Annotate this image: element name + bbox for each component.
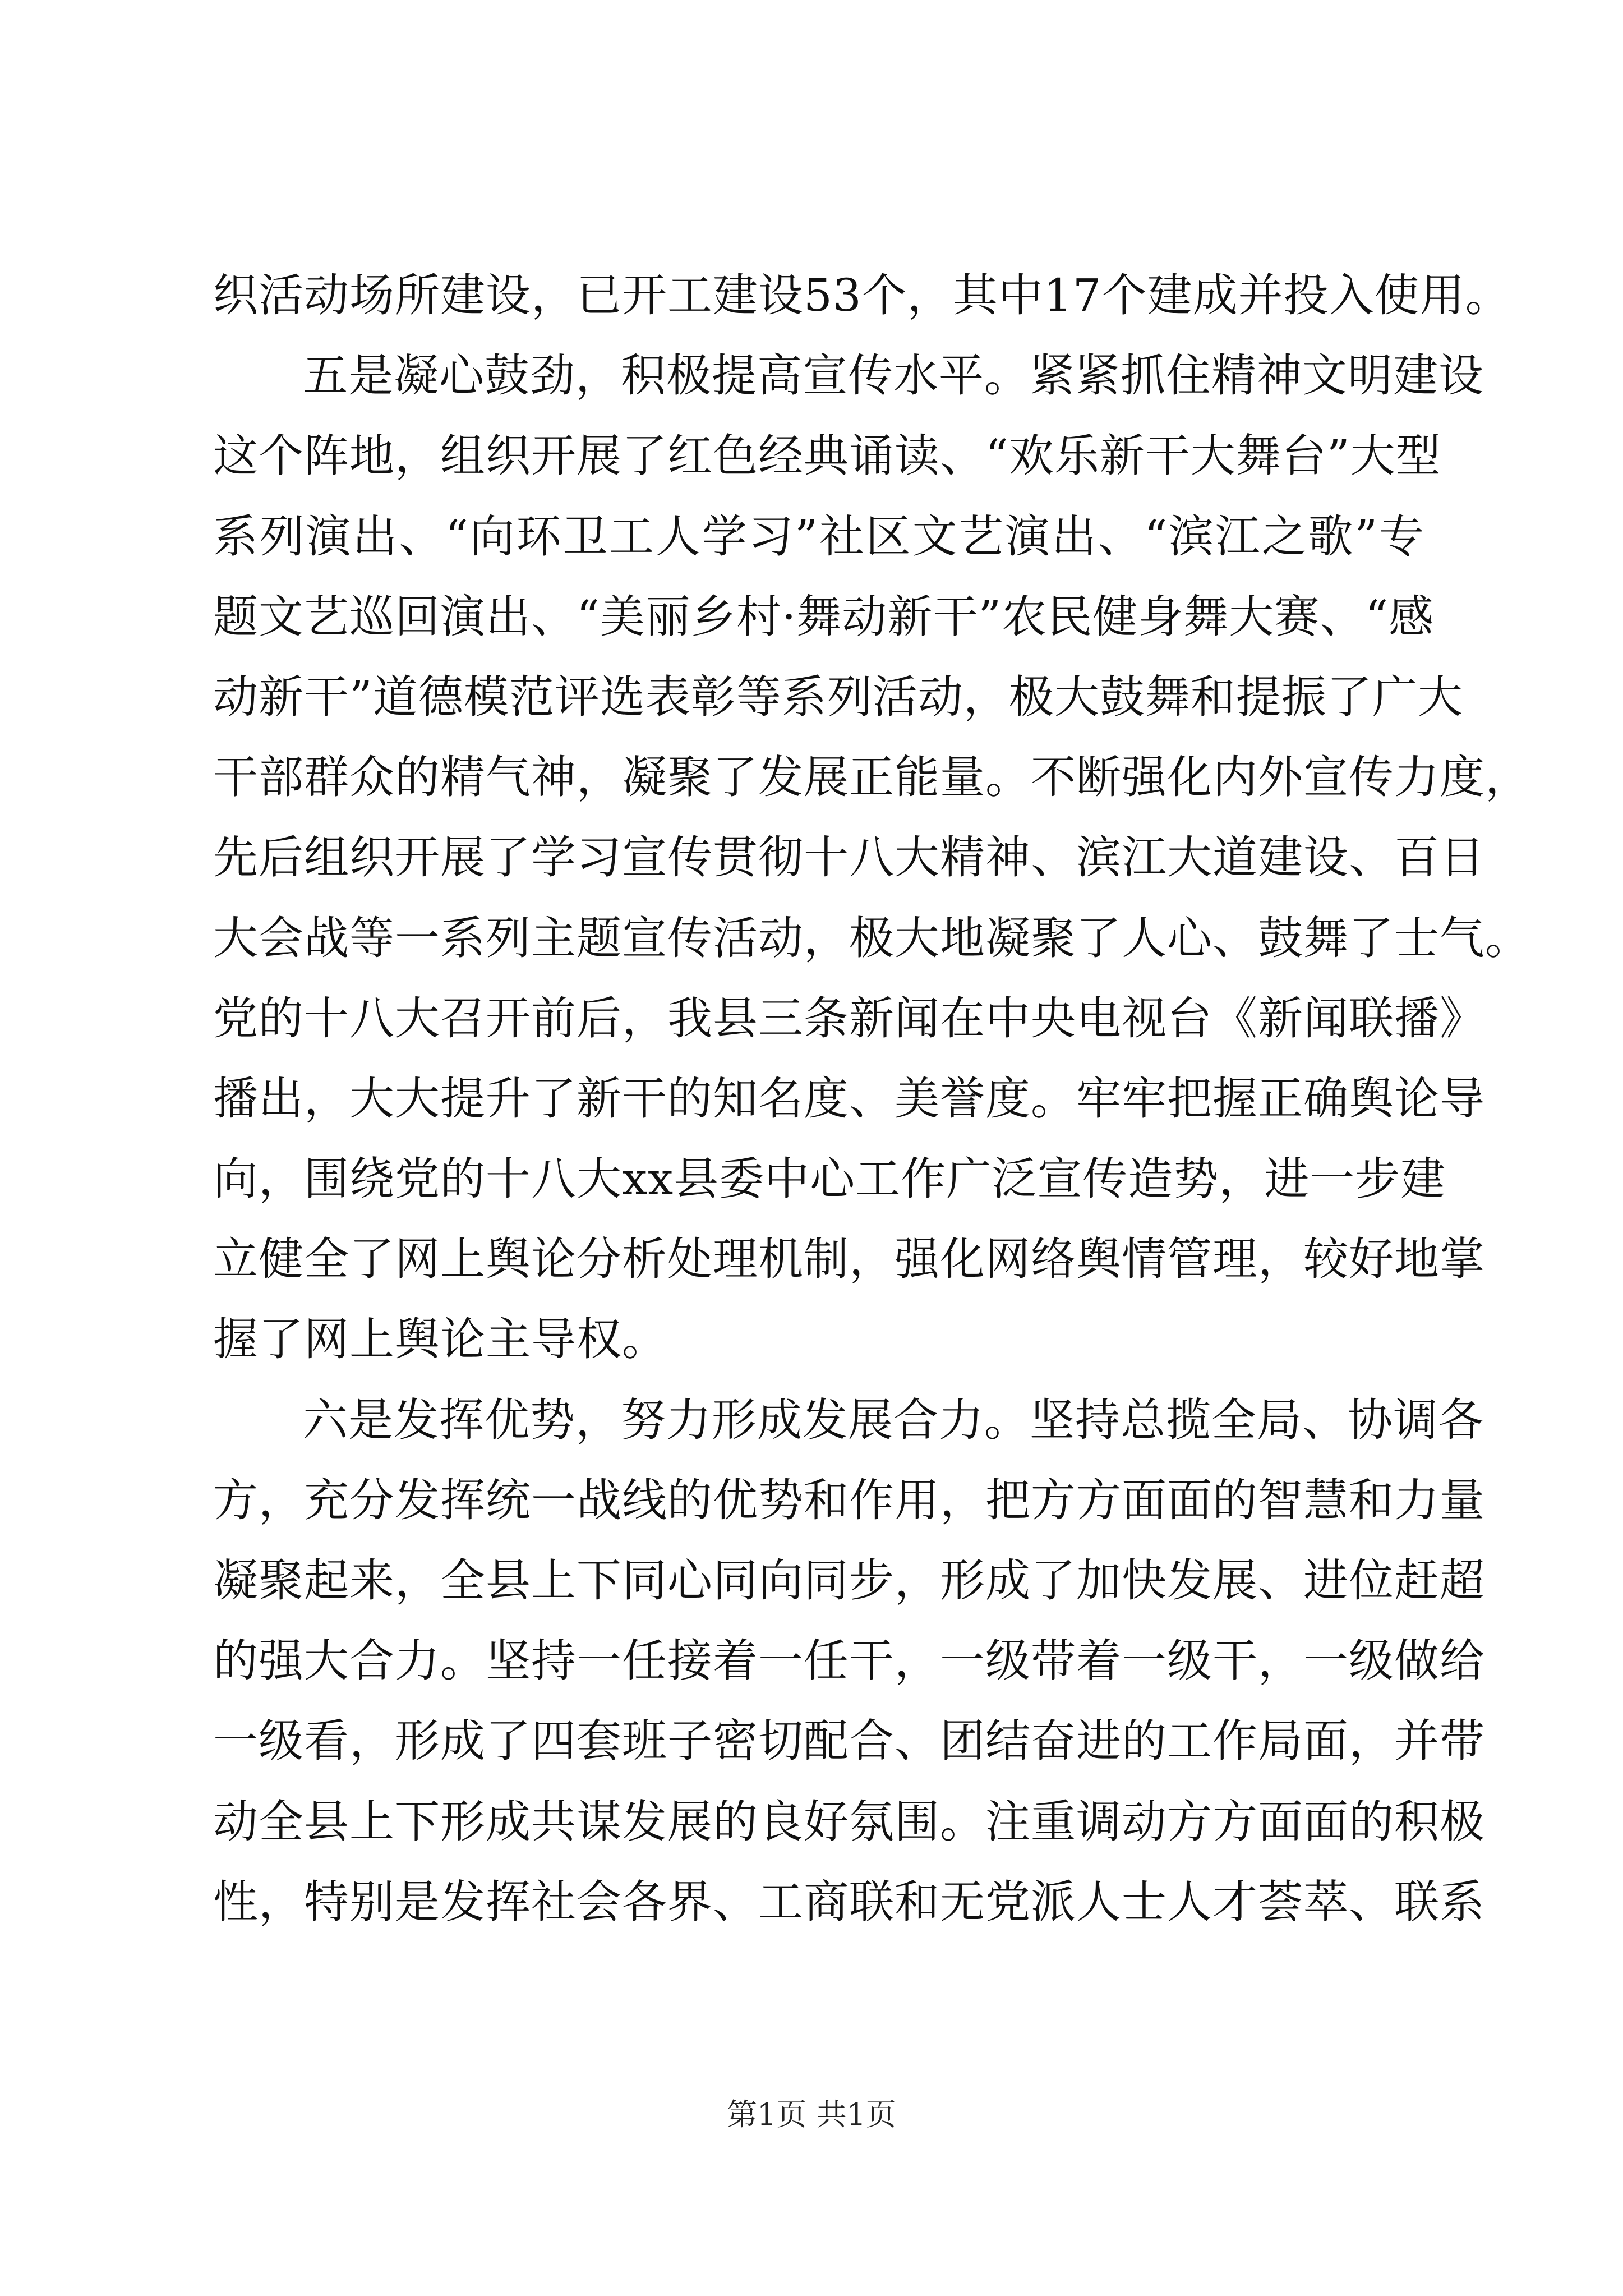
text-line: 向，围绕党的十八大xx县委中心工作广泛宣传造势，进一步建 bbox=[213, 1153, 1446, 1205]
text-line: 性，特别是发挥社会各界、工商联和无党派人士人才荟萃、联系 bbox=[213, 1875, 1485, 1928]
text-line: 大会战等一系列主题宣传活动，极大地凝聚了人心、鼓舞了士气。 bbox=[213, 912, 1530, 964]
text-line: 一级看，形成了四套班子密切配合、团结奋进的工作局面，并带 bbox=[213, 1715, 1485, 1768]
text-line: 六是发挥优势，努力形成发展合力。坚持总揽全局、协调各 bbox=[303, 1393, 1484, 1446]
text-line: 题文艺巡回演出、“美丽乡村·舞动新干”农民健身舞大赛、“感 bbox=[213, 590, 1435, 643]
text-line: 的强大合力。坚持一任接着一任干，一级带着一级干，一级做给 bbox=[213, 1635, 1485, 1687]
text-line: 立健全了网上舆论分析处理机制，强化网络舆情管理，较好地掌 bbox=[213, 1233, 1485, 1286]
text-line: 这个阵地，组织开展了红色经典诵读、“欢乐新干大舞台”大型 bbox=[213, 430, 1441, 482]
text-line: 先后组织开展了学习宣传贯彻十八大精神、滨江大道建设、百日 bbox=[213, 831, 1485, 884]
body-text bbox=[213, 255, 1530, 1942]
text-line: 方，充分发挥统一战线的优势和作用，把方方面面的智慧和力量 bbox=[213, 1474, 1485, 1526]
text-line: 党的十八大召开前后，我县三条新闻在中央电视台《新闻联播》 bbox=[213, 992, 1485, 1045]
text-line: 播出，大大提升了新干的知名度、美誉度。牢牢把握正确舆论导 bbox=[213, 1072, 1485, 1125]
text-line: 系列演出、“向环卫工人学习”社区文艺演出、“滨江之歌”专 bbox=[213, 510, 1424, 563]
page-footer: 第1页 共1页 bbox=[727, 2097, 896, 2132]
text-line: 五是凝心鼓劲，积极提高宣传水平。紧紧抓住精神文明建设 bbox=[303, 349, 1484, 402]
text-line: 握了网上舆论主导权。 bbox=[213, 1313, 667, 1366]
text-line: 织活动场所建设，已开工建设53个，其中17个建成并投入使用。 bbox=[213, 269, 1511, 321]
text-line: 动新干”道德模范评选表彰等系列活动，极大鼓舞和提振了广大 bbox=[213, 670, 1463, 723]
text-line: 干部群众的精气神，凝聚了发展正能量。不断强化内外宣传力度， bbox=[213, 751, 1530, 804]
text-line: 动全县上下形成共谋发展的良好氛围。注重调动方方面面的积极 bbox=[213, 1795, 1485, 1848]
text-line: 凝聚起来，全县上下同心同向同步，形成了加快发展、进位赶超 bbox=[213, 1554, 1485, 1607]
